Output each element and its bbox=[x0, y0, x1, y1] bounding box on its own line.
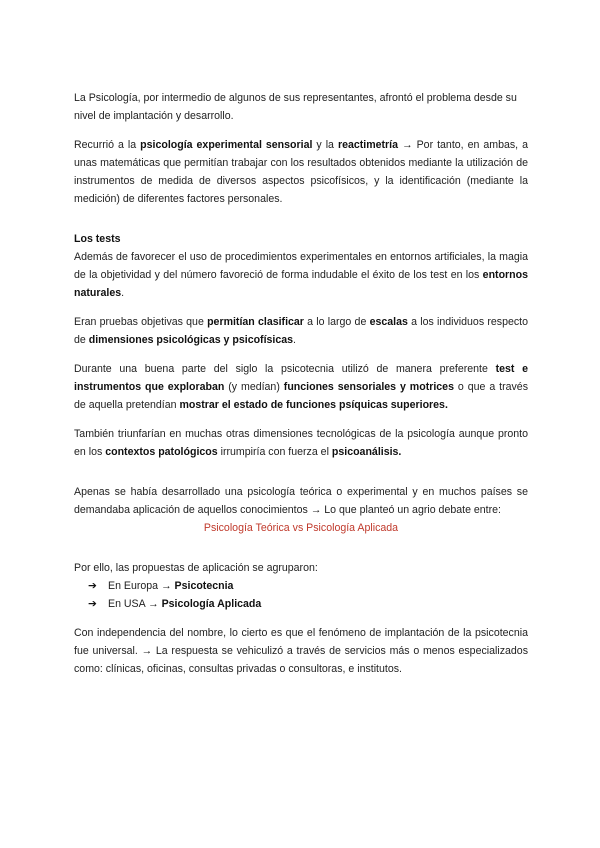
section-heading: Los tests bbox=[74, 233, 121, 245]
application-paragraph: Por ello, las propuestas de aplicación se agruparon: bbox=[74, 562, 318, 574]
text-span: Recurrió a la bbox=[74, 139, 141, 151]
text-span: También triunfarían en muchas otras dimensiones tecnológicas de la psicología aunque pronto en los bbox=[74, 428, 528, 458]
text-span: y la bbox=[312, 139, 338, 151]
bold-term: permitían clasificar bbox=[207, 316, 304, 328]
bold-term: psicología experimental sensorial bbox=[140, 139, 313, 151]
arrow-right-icon: ➔ bbox=[88, 598, 97, 610]
objective-tests-paragraph bbox=[74, 313, 528, 349]
text-span: Eran pruebas objetivas que bbox=[74, 316, 208, 328]
text-span: . bbox=[121, 287, 125, 299]
experimental-paragraph bbox=[74, 136, 528, 208]
bold-term: reactimetría bbox=[337, 139, 399, 151]
bold-term: entornos naturales bbox=[74, 269, 528, 299]
bold-term: psicoanálisis. bbox=[331, 446, 402, 458]
text-span: a lo largo de bbox=[303, 316, 370, 328]
list-item-text bbox=[108, 595, 261, 613]
debate-highlight: Psicología Teórica vs Psicología Aplicada bbox=[203, 522, 399, 534]
text-span: Además de favorecer el uso de procedimientos experimentales en entornos artificiales, la magia de la objetividad y del número favoreció de forma indudable el éxito de los test en los bbox=[74, 251, 528, 281]
debate-paragraph: Apenas se había desarrollado una psicología teórica o experimental y en muchos países se demandaba aplicación de aquellos conocimientos → Lo que planteó un agrio debate entre: bbox=[74, 486, 528, 516]
arrow-right-icon: ➔ bbox=[88, 580, 97, 592]
psychotechnics-paragraph bbox=[74, 360, 528, 414]
bold-term: Psicología Aplicada bbox=[161, 598, 262, 610]
bold-term: Psicotecnia bbox=[174, 580, 234, 592]
text-span: (y medían) bbox=[224, 381, 284, 393]
application-list bbox=[74, 577, 528, 613]
bold-term: test e instrumentos que exploraban bbox=[74, 363, 528, 393]
text-span: En Europa → bbox=[108, 580, 175, 592]
bold-term: contextos patológicos bbox=[105, 446, 218, 458]
bold-term: funciones sensoriales y motrices bbox=[283, 381, 454, 393]
list-item-text bbox=[108, 577, 233, 595]
text-span: Durante una buena parte del siglo la psicotecnia utilizó de manera preferente bbox=[74, 363, 496, 375]
conclusion-paragraph: Con independencia del nombre, lo cierto es que el fenómeno de implantación de la psicotecnia fue universal. → La respuesta se vehiculizó a través de servicios más o menos especializados como: clínicas, oficinas, consultas privadas o consultoras, e institutos. bbox=[74, 627, 528, 675]
bold-term: dimensiones psicológicas y psicofísicas bbox=[88, 334, 294, 346]
list-item bbox=[88, 577, 528, 595]
text-span: a los individuos respecto de bbox=[74, 316, 528, 346]
pathology-paragraph bbox=[74, 425, 528, 461]
text-span: irrumpiría con fuerza el bbox=[217, 446, 332, 458]
bold-term: mostrar el estado de funciones psíquicas superiores. bbox=[179, 399, 448, 411]
bold-term: escalas bbox=[369, 316, 408, 328]
text-span: → Por tanto, en ambas, a unas matemáticas que permitían trabajar con los resultados obtenidos mediante la utilización de instrumentos de medida de diversos aspectos psicofísicos, y la identificación (mediante la medición) de diferentes factores personales. bbox=[74, 139, 528, 205]
intro-paragraph: La Psicología, por intermedio de algunos de sus representantes, afrontó el problema desde su nivel de implantación y desarrollo. bbox=[74, 92, 517, 122]
tests-paragraph bbox=[74, 248, 528, 302]
text-span: o que a través de aquella pretendían bbox=[74, 381, 528, 411]
text-span: . bbox=[293, 334, 296, 346]
document-body bbox=[74, 89, 528, 689]
list-item bbox=[88, 595, 528, 613]
text-span: En USA → bbox=[108, 598, 162, 610]
tests-section bbox=[74, 230, 528, 302]
